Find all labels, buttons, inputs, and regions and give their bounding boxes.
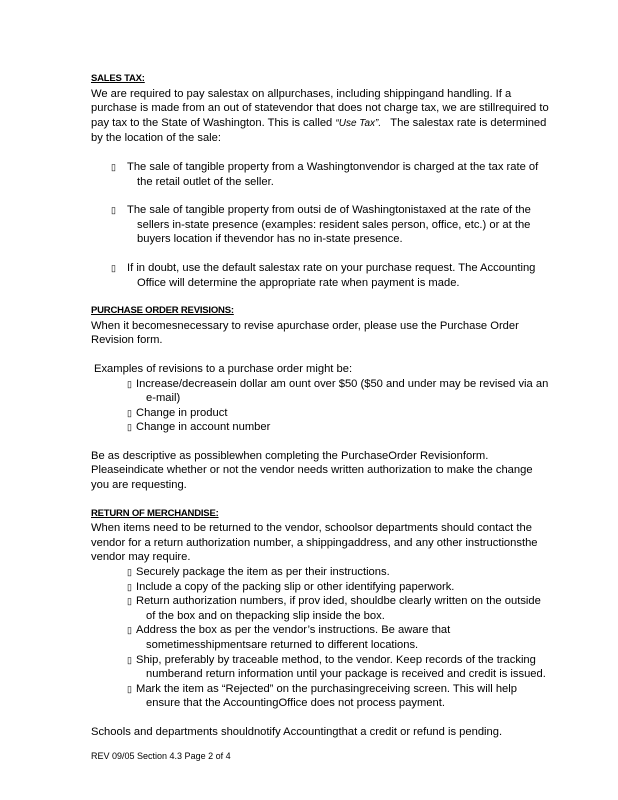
bullet-icon: ▯ [111,205,116,216]
list-item-text: Securely package the item as per their instructions. [136,566,390,579]
document-page [91,72,551,740]
return-merchandise-intro: When items need to be returned to the vendor, schoolsor departments should contact the vendor for a return authorization number, a shippingaddress, and any other instructionsthe vendor may require. [91,522,538,564]
list-item [91,420,551,435]
list-item-text: Address the box as per the vendor’s instructions. Be aware that sometimesshipmentsare returned to different locations. [136,624,451,651]
list-item [91,682,551,711]
bullet-icon: ▯ [111,161,116,172]
return-merchandise-heading: RETURN OF MERCHANDISE: [91,507,219,519]
use-tax-term: “Use Tax”. [335,117,382,129]
bullet-icon: ▯ [127,581,132,592]
list-item [101,160,551,189]
list-item [91,580,551,595]
return-merchandise-closing: Schools and departments shouldnotify Accountingthat a credit or refund is pending. [91,725,503,738]
bullet-icon: ▯ [111,262,116,273]
list-item-text: Mark the item as “Rejected” on the purchasingreceiving screen. This will help ensure that the AccountingOffice does not process payment. [136,682,517,710]
list-item-text: Include a copy of the packing slip or other identifying paperwork. [136,580,455,593]
list-item [91,406,551,421]
list-item-text: The sale of tangible property from outsi de of Washingtonistaxed at the rate of the sellers in-state presence (examples: resident sales person, office, etc.) or at the buyers location if thevendor has no in-state presence. [127,204,531,246]
list-item-text: Change in account number [136,421,271,434]
list-item-text: Ship, preferably by traceable method, to the vendor. Keep records of the tracking numberand return information until your package is received and credit is issued. [136,653,546,681]
list-item [91,565,551,580]
bullet-icon: ▯ [127,422,132,433]
po-revisions-intro: When it becomesnecessary to revise apurchase order, please use the Purchase Order Revision form. [91,319,519,347]
sales-tax-intro-rate: The salestax rate is determined by the location of the sale: [91,116,547,145]
list-item-text: The sale of tangible property from a Washingtonvendor is charged at the tax rate of the retail outlet of the seller. [127,160,539,188]
list-item [91,653,551,682]
list-item [101,261,551,290]
list-item-text: If in doubt, use the default salestax rate on your purchase request. The Accounting Office will determine the appropriate rate when payment is made. [127,261,536,289]
page-footer: REV 09/05 Section 4.3 Page 2 of 4 [91,751,231,761]
list-item-text: Return authorization numbers, if prov ided, shouldbe clearly written on the outside of the box and on thepacking slip inside the box. [136,595,541,622]
po-revisions-heading: PURCHASE ORDER REVISIONS: [91,305,234,317]
sales-tax-intro-text: We are required to pay salestax on allpurchases, including shippingand handling. If a purchase is made from an out of statevendor that does not charge tax, we are stillrequired to pay tax to the State of Washington. This is called [91,87,549,129]
sales-tax-heading: SALES TAX: [91,73,145,84]
list-item [91,594,551,623]
bullet-icon: ▯ [127,654,132,665]
list-item-text: Change in product [136,406,228,419]
bullet-icon: ▯ [127,567,132,578]
list-item [91,377,551,406]
list-item [101,203,551,247]
examples-label: Examples of revisions to a purchase order might be: [94,362,353,375]
bullet-icon: ▯ [127,625,132,636]
bullet-icon: ▯ [127,407,132,418]
list-item-text: Increase/decreasein dollar am ount over $50 ($50 and under may be revised via an e-mail) [136,377,549,405]
sales-tax-intro [91,87,551,146]
list-item [91,623,551,652]
bullet-icon: ▯ [127,596,132,607]
bullet-icon: ▯ [127,378,132,389]
po-revisions-closing: Be as descriptive as possiblewhen completing the PurchaseOrder Revisionform. Pleaseindicate whether or not the vendor needs written authorization to make the change you are requesting. [91,449,533,492]
bullet-icon: ▯ [127,683,132,694]
